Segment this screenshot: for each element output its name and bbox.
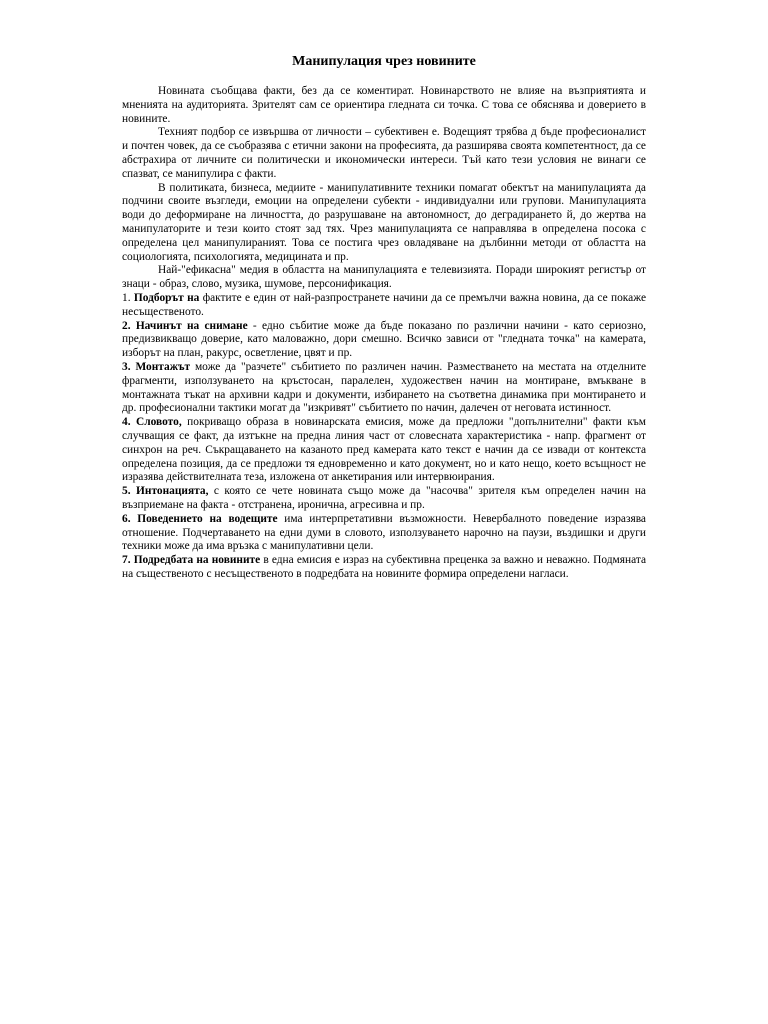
list-item-text: покриващо образа в новинарската емисия, може да предложи "допълнителни" факти към случващия се факт, да изтъкне на предна линия част от словесната характеристика - напр. фрагмент от синхрон на реч. Съкращаването на казаното пред камерата като текст е начин да се извади от контекста определена позиция, да се предложи тя едновременно и като документ, но и като нещо, което всъщност не изразява действителната теза, изложена от анкетирания или интервюирания. — [122, 416, 646, 484]
list-item-number: 1. — [122, 291, 131, 304]
list-item-number: 7. — [122, 554, 131, 567]
list-item-heading: Интонацията, — [136, 485, 209, 498]
television-paragraph: Най-"ефикасна" медия в областта на манипулацията е телевизията. Поради широкият регистър от знаци - образ, слово, музика, шумове, персонификация. — [122, 264, 646, 291]
list-item-heading: Подредбата на новините — [133, 554, 261, 567]
list-item-number: 2. — [122, 319, 131, 332]
selection-paragraph: Техният подбор се извършва от личности – субективен е. Водещият трябва д бъде професионалист и почтен човек, да се съобразява с етични закони на професията, да разширява своята компетентност, да се абстрахира от личните си политически и икономически интереси. Тъй като тези условия не винаги се спазват, се манипулира с факти. — [122, 126, 646, 180]
list-item-text: с която се чете новината също може да "насочва" зрителя към определен начин на възприемане на факта - отстранена, иронична, агресивна и пр. — [122, 485, 646, 511]
list-item-number: 6. — [122, 512, 131, 525]
list-item-heading: Подборът на — [133, 291, 200, 304]
intro-paragraph: Новината съобщава факти, без да се коментират. Новинарството не влияе на възприятията и мненията на аудиторията. Зрителят сам се ориентира гледната си точка. С това се обяснява и доверието в новините. — [122, 85, 646, 125]
list-item — [122, 485, 646, 513]
list-item — [122, 361, 646, 416]
list-item — [122, 292, 646, 320]
list-item-heading: Начинът на снимане — [135, 319, 248, 332]
list-item-number: 5. — [122, 485, 131, 498]
list-item-heading: Монтажът — [135, 360, 191, 373]
list-item-heading: Поведението на водещите — [137, 512, 278, 525]
list-item — [122, 513, 646, 554]
list-item-text: има интерпретативни възможности. Невербалното поведение изразява отношение. Подчертаването на едни думи в словото, използуването нарочно на паузи, въздишки и други техники може да има връзка с манипулативни цели. — [122, 512, 646, 553]
list-item-text: - едно събитие може да бъде показано по различни начини - като сериозно, предизвикващо доверие, като маловажно, дори смешно. Всичко зависи от "гледната точка" на камерата, изборът на план, ракурс, осветление, цвят и пр. — [122, 319, 646, 360]
list-item-text: в една емисия е израз на субективна преценка за важно и неважно. Подмяната на същественото с несъщественото в подредбата на новините формира определени нагласи. — [122, 554, 647, 580]
list-item — [122, 416, 646, 485]
list-item — [122, 554, 646, 582]
document-title: Манипулация чрез новините — [292, 54, 476, 69]
document-page — [122, 54, 646, 582]
list-item-text: фактите е един от най-разпространете начини да се премълчи важна новина, да се покаже несъщественото. — [122, 291, 647, 318]
list-item-number: 4. — [122, 416, 131, 429]
list-item-heading: Словото, — [136, 416, 182, 429]
list-item-text: може да "разчете" събитието по различен начин. Разместването на местата на отделните фрагменти, използуването на кръстосан, паралелен, художествен начин на монтиране, вмъкване в монтажната тъкат на архивни кадри и документи, избирането на съответна динамика при монтирането и др. професионални тактики могат да "изкривят" събитието по начин, далечен от неговата истинност. — [122, 360, 646, 415]
politics-paragraph: В политиката, бизнеса, медиите - манипулативните техники помагат обектът на манипулацията да подчини своите възгледи, емоции на определени субекти - индивидуални или групови. Манипулацията води до деформиране на личността, до разрушаване на автономност, до деградирането й, до жертва на манипулаторите и тези които стоят зад тях. Чрез манипулацията се направлява в определена посока с определена цел манипулираният. Това се постига чрез овладяване на дълбинни методи от областта на социологията, психологията, медицината и пр. — [122, 181, 646, 263]
list-item — [122, 320, 646, 361]
list-item-number: 3. — [122, 360, 131, 373]
